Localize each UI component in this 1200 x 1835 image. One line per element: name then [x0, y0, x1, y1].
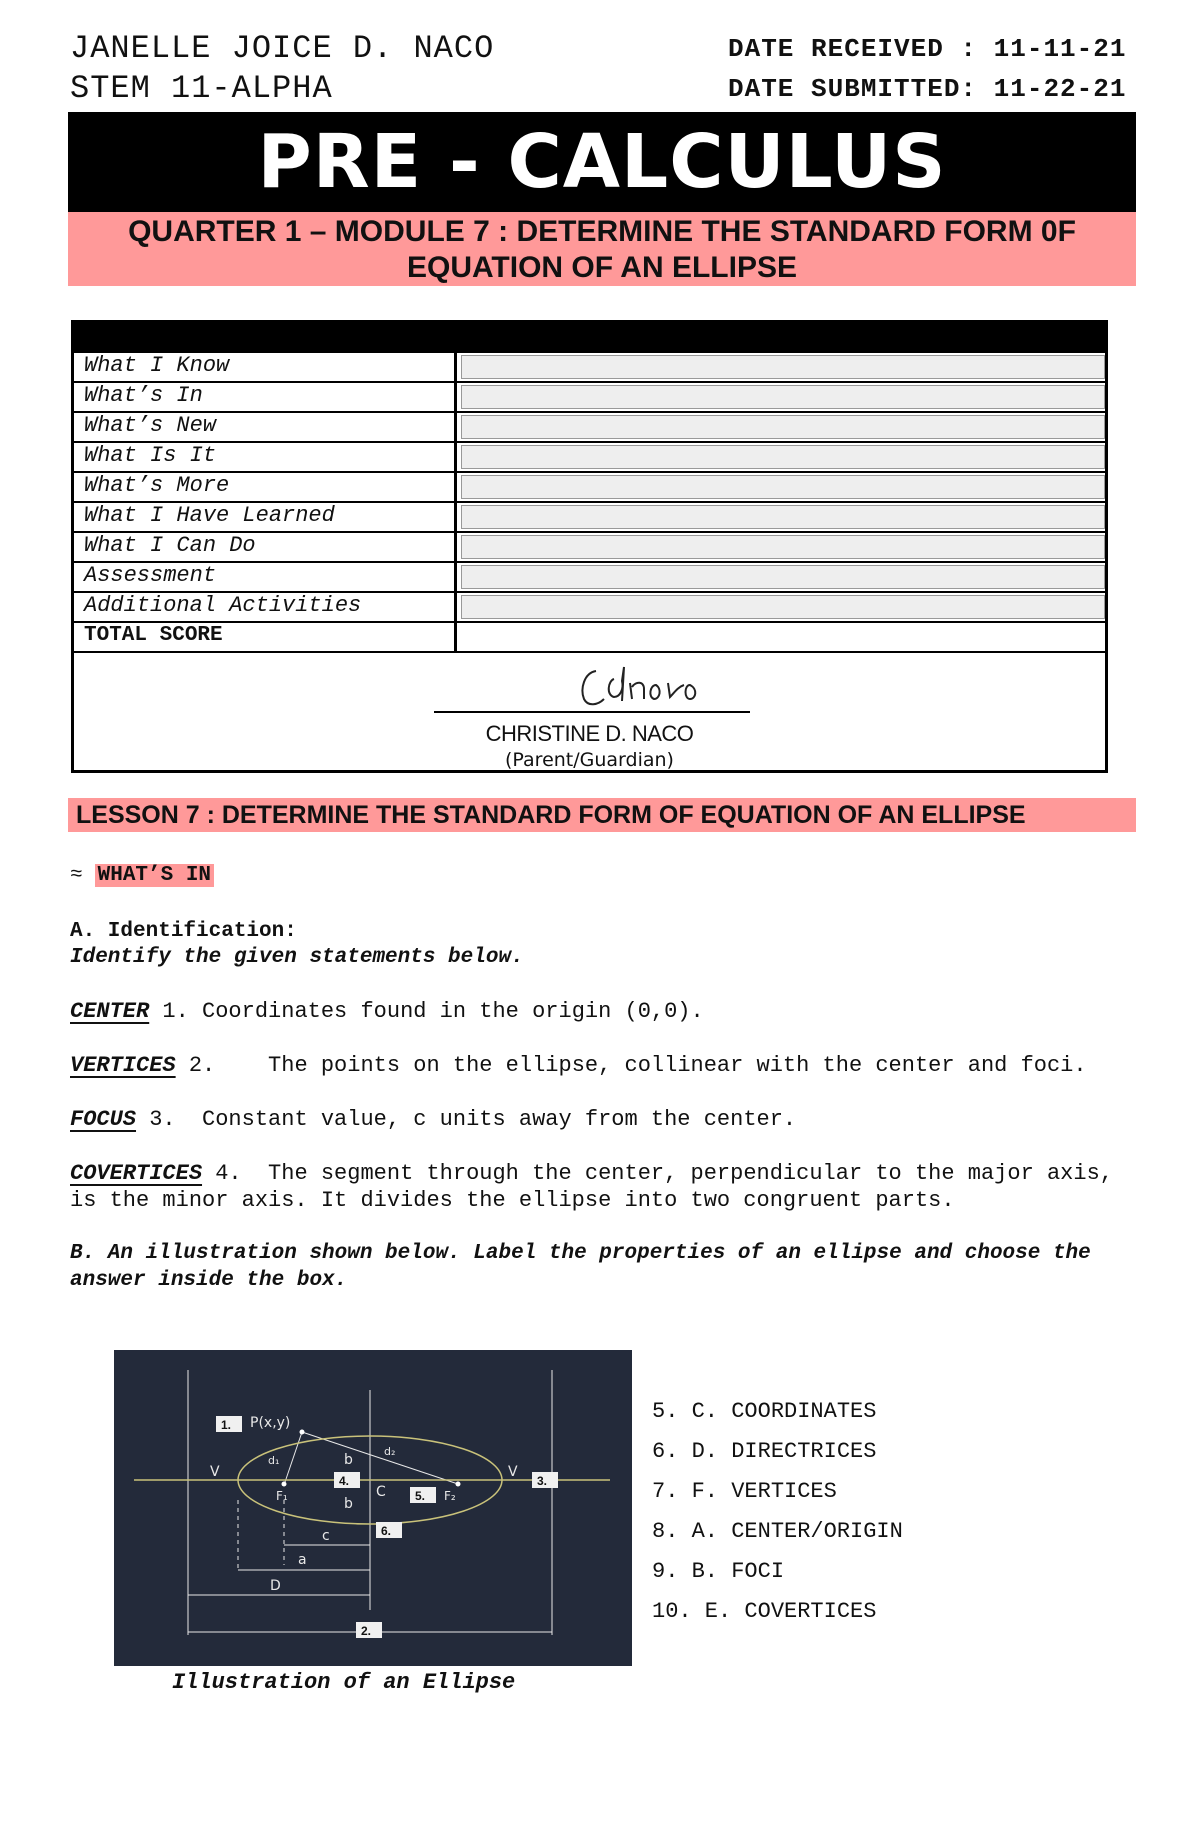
score-value-field[interactable]: [461, 355, 1105, 379]
score-row-label: What Is It: [74, 443, 457, 471]
focus-1-point: [282, 1482, 287, 1487]
student-class: STEM 11-ALPHA: [70, 70, 333, 107]
signature-line: [434, 711, 750, 713]
signature-image: [574, 659, 704, 713]
score-table-header: [74, 323, 1105, 351]
date-submitted: DATE SUBMITTED: 11-22-21: [728, 74, 1127, 104]
score-table: [71, 320, 1108, 773]
item-text: The segment through the center, perpendicular to the major axis, is the minor axis. It divides the ellipse into two congruent parts.: [70, 1161, 1113, 1213]
signatory-name: CHRISTINE D. NACO: [485, 721, 694, 746]
score-row-label: What’s In: [74, 383, 457, 411]
whats-in-heading: [70, 864, 214, 887]
score-row-label: What I Can Do: [74, 533, 457, 561]
identification-item-1: [70, 998, 1140, 1025]
label-d1: d₁: [268, 1454, 280, 1467]
identification-item-2: [70, 1052, 1140, 1079]
answer-blank[interactable]: FOCUS: [70, 1107, 137, 1132]
figure-caption: Illustration of an Ellipse: [172, 1670, 516, 1695]
whats-in-label: WHAT’S IN: [95, 864, 214, 887]
item-number: 4.: [215, 1161, 242, 1186]
score-row-label: Assessment: [74, 563, 457, 591]
score-row: [74, 561, 1105, 591]
focal-radius-1: [284, 1432, 302, 1485]
score-row: [74, 351, 1105, 381]
score-row: [74, 471, 1105, 501]
label-box-1-text: 1.: [221, 1418, 232, 1432]
label-box-5-text: 5.: [415, 1489, 426, 1503]
label-box-3-text: 3.: [537, 1474, 548, 1488]
point-p: [300, 1430, 305, 1435]
answer-item: 10. E. COVERTICES: [652, 1599, 877, 1624]
item-text: Coordinates found in the origin (0,0).: [202, 999, 704, 1024]
page-title: PRE - CALCULUS: [68, 112, 1136, 212]
score-value-total[interactable]: [461, 625, 1105, 649]
score-row-total: [74, 621, 1105, 651]
answer-blank[interactable]: COVERTICES: [70, 1161, 203, 1186]
score-table-rows: [74, 351, 1105, 621]
identification-item-4: [70, 1160, 1140, 1214]
label-d2: d₂: [384, 1445, 396, 1458]
score-row-label: What’s New: [74, 413, 457, 441]
focal-radius-2: [302, 1432, 458, 1484]
score-row: [74, 381, 1105, 411]
label-p: P(x,y): [250, 1415, 291, 1431]
score-row-label: TOTAL SCORE: [74, 623, 457, 651]
score-row: [74, 441, 1105, 471]
answer-item: 7. F. VERTICES: [652, 1479, 837, 1504]
score-row: [74, 531, 1105, 561]
label-d-dim: D: [270, 1578, 281, 1594]
signature-area: [74, 651, 1105, 770]
score-row-label: Additional Activities: [74, 593, 457, 621]
answer-blank[interactable]: CENTER: [70, 999, 150, 1024]
signatory-role: (Parent/Guardian): [505, 749, 674, 771]
score-value-field[interactable]: [461, 565, 1105, 589]
score-value-field[interactable]: [461, 475, 1105, 499]
score-value-field[interactable]: [461, 415, 1105, 439]
approx-symbol: ≈: [70, 864, 83, 887]
identification-item-3: [70, 1106, 1140, 1133]
answer-item: 5. C. COORDINATES: [652, 1399, 877, 1424]
label-box-2-text: 2.: [361, 1624, 372, 1638]
score-row: [74, 591, 1105, 621]
label-b-top: b: [344, 1452, 353, 1468]
item-number: 2.: [188, 1053, 216, 1078]
label-box-6-text: 6.: [381, 1524, 392, 1538]
section-a-instruction: Identify the given statements below.: [70, 946, 524, 969]
score-value-field[interactable]: [461, 595, 1105, 619]
label-b-bottom: b: [344, 1496, 353, 1512]
score-value-field[interactable]: [461, 385, 1105, 409]
score-value-field[interactable]: [461, 505, 1105, 529]
item-text: The points on the ellipse, collinear with the center and foci.: [268, 1053, 1087, 1078]
label-v-left: V: [210, 1464, 220, 1480]
date-received: DATE RECEIVED : 11-11-21: [728, 34, 1127, 64]
item-number: 3.: [149, 1107, 176, 1132]
answer-item: 9. B. FOCI: [652, 1559, 785, 1584]
label-box-4-text: 4.: [339, 1474, 350, 1488]
score-row-label: What’s More: [74, 473, 457, 501]
label-a-dim: a: [298, 1552, 307, 1568]
section-b-instruction: B. An illustration shown below. Label the properties of an ellipse and choose the answer inside the box.: [70, 1242, 1091, 1292]
label-f1: F₁: [276, 1489, 288, 1503]
module-subtitle-line2: EQUATION OF AN ELLIPSE: [406, 251, 797, 284]
label-center-c: C: [376, 1484, 386, 1500]
item-text: Constant value, c units away from the center.: [202, 1107, 797, 1132]
ellipse-illustration: [114, 1350, 632, 1666]
lesson-title: LESSON 7 : DETERMINE THE STANDARD FORM OF EQUATION OF AN ELLIPSE: [68, 798, 1136, 832]
label-v-right: V: [508, 1464, 518, 1480]
score-row-label: What I Have Learned: [74, 503, 457, 531]
focus-2-point: [456, 1482, 461, 1487]
ellipse-diagram: [114, 1350, 632, 1666]
module-subtitle: [68, 212, 1136, 286]
student-name: JANELLE JOICE D. NACO: [70, 30, 495, 67]
item-number: 1.: [162, 999, 189, 1024]
score-value-field[interactable]: [461, 535, 1105, 559]
answer-blank[interactable]: VERTICES: [70, 1053, 176, 1078]
answer-item: 8. A. CENTER/ORIGIN: [652, 1519, 903, 1544]
label-c-dim: c: [322, 1528, 330, 1544]
score-row-label: What I Know: [74, 353, 457, 381]
label-f2: F₂: [444, 1489, 456, 1503]
score-row: [74, 501, 1105, 531]
module-subtitle-line1: QUARTER 1 – MODULE 7 : DETERMINE THE STANDARD FORM 0F: [128, 215, 1076, 248]
score-value-field[interactable]: [461, 445, 1105, 469]
score-row: [74, 411, 1105, 441]
answer-item: 6. D. DIRECTRICES: [652, 1439, 877, 1464]
section-a-heading: A. Identification:: [70, 920, 297, 943]
answer-list: [652, 1392, 903, 1632]
